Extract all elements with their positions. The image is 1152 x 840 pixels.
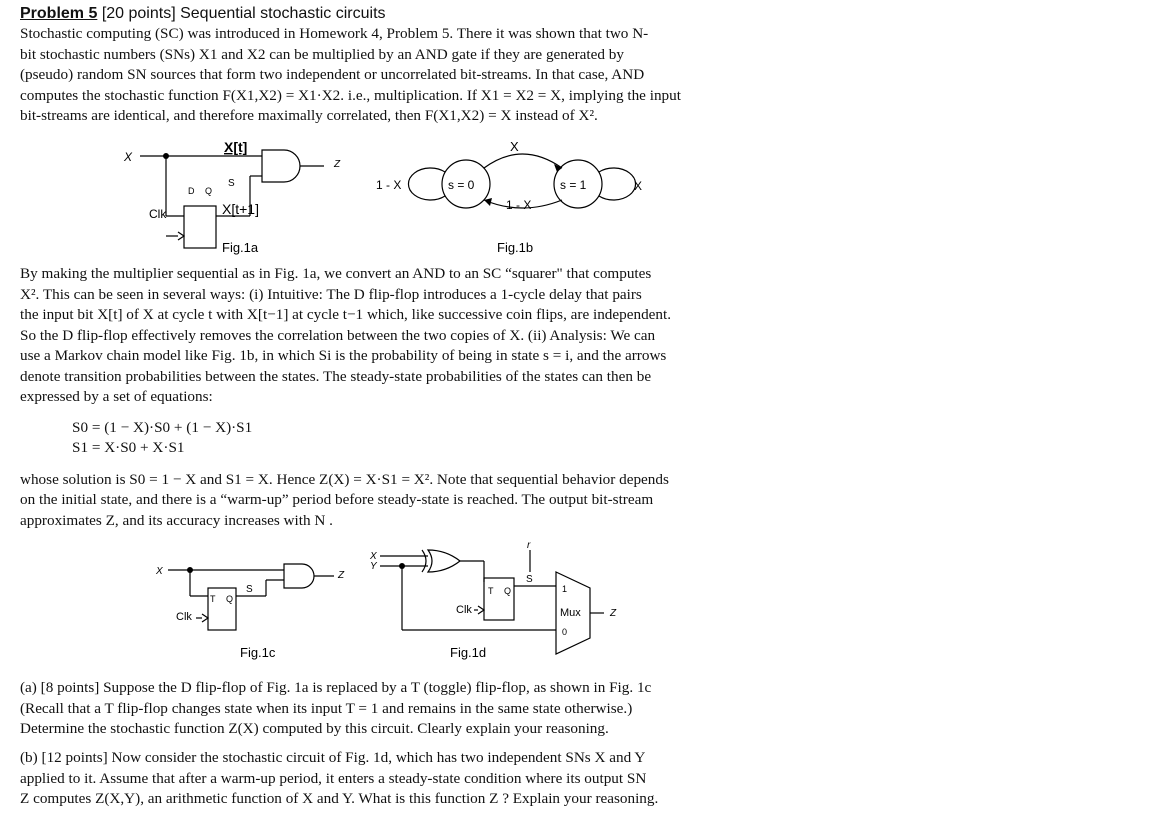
body-line: the input bit X[t] of X at cycle t with X[t−1] at cycle t−1 which, like successive coin flips, are independent. <box>20 306 672 323</box>
problem-header <box>20 4 760 24</box>
body-line: So the D flip-flop effectively removes the correlation between the two copies of X. (ii) Analysis: We can <box>20 326 656 344</box>
fig1a-output-z: Z <box>334 159 341 170</box>
fig1b-right-loop: X <box>634 179 643 193</box>
fig1c-output-z: Z <box>338 570 345 581</box>
part-a-line: Determine the stochastic function Z(X) computed by this circuit. Clearly explain your reasoning. <box>20 720 609 737</box>
problem-topic: Sequential stochastic circuits <box>180 5 386 22</box>
intro-line: (pseudo) random SN sources that form two independent or uncorrelated bit-streams. In that case, AND <box>20 66 645 83</box>
fig1d-mux-in0: 0 <box>562 627 568 637</box>
t-flipflop-1d <box>484 578 514 620</box>
intro-line: computes the stochastic function F(X1,X2) = X1·X2. i.e., multiplication. If X1 = X2 = X, implying the input <box>20 86 681 104</box>
and-gate <box>262 150 300 182</box>
fig1d-mux-in1: 1 <box>562 584 568 594</box>
self-loop-state-0 <box>408 168 445 200</box>
fig1c-label-t: T <box>210 594 216 604</box>
body-line: whose solution is S0 = 1 − X and S1 = X. Hence Z(X) = X·S1 = X². Note that sequential behavior depends <box>20 470 669 488</box>
fig1d-mux-label: Mux <box>560 607 581 619</box>
fig1b-state0: s = 0 <box>448 178 475 192</box>
fig1c-input-x: X <box>156 566 163 577</box>
body-line: approximates Z, and its accuracy increases with N . <box>20 511 333 529</box>
body-section <box>20 264 760 531</box>
problem-points: [20 points] <box>101 5 176 22</box>
part-a <box>20 678 760 740</box>
fig1d-input-x: X <box>370 551 377 562</box>
fig1c-caption: Fig.1c <box>240 645 276 660</box>
part-a-line: (Recall that a T flip-flop changes state when its input T = 1 and remains in the same state otherwise.) <box>20 699 633 717</box>
fig1c-label-q: Q <box>226 594 234 604</box>
fig1a-input-x: X <box>124 150 133 164</box>
fig1b-state1: s = 1 <box>560 178 587 192</box>
body-line: expressed by a set of equations: <box>20 388 213 405</box>
fig1b-left-loop: 1 - X <box>376 178 402 192</box>
fig1a-label-s: S <box>228 178 235 189</box>
body-line: use a Markov chain model like Fig. 1b, in which Si is the probability of being in state s = i, and the arrows <box>20 347 667 364</box>
fig1a-label-clk: Clk <box>149 207 167 221</box>
figure-1a-1b <box>0 128 760 263</box>
fig1d-input-y: Y <box>370 561 377 572</box>
part-b-line: Z computes Z(X,Y), an arithmetic function of X and Y. What is this function Z ? Explain your reasoning. <box>20 790 659 807</box>
equation-line: S1 = X·S0 + X·S1 <box>72 438 185 456</box>
fig1d-label-t: T <box>488 586 494 596</box>
figure-1c-1d <box>0 536 760 666</box>
fig1a-label-q: Q <box>205 186 213 196</box>
body-line: on the initial state, and there is a “warm-up” period before steady-state is reached. The output bit-stream <box>20 491 654 508</box>
fig1d-label-s: S <box>526 574 533 585</box>
fig1c-label-clk: Clk <box>176 611 192 623</box>
part-b <box>20 748 760 810</box>
fig1c-label-s: S <box>246 584 253 595</box>
part-b-line: applied to it. Assume that after a warm-up period, it enters a steady-state condition where its output SN <box>20 769 647 787</box>
fig1b-top-label: X <box>510 139 519 154</box>
body-line: By making the multiplier sequential as in Fig. 1a, we convert an AND to an SC “squarer" that computes <box>20 265 652 282</box>
fig1b-caption: Fig.1b <box>497 240 534 255</box>
self-loop-state-1 <box>599 168 636 200</box>
equation-line: S0 = (1 − X)·S0 + (1 − X)·S1 <box>72 418 253 436</box>
body-line: denote transition probabilities between the states. The steady-state probabilities of the states can then be <box>20 367 652 385</box>
fig1d-output-z: Z <box>610 608 617 619</box>
fig1b-bottom-label: 1 - X <box>506 198 532 212</box>
xor-gate <box>428 550 460 572</box>
fig1d-label-q: Q <box>504 586 512 596</box>
and-gate-1c <box>284 564 314 588</box>
fig1d-label-clk: Clk <box>456 604 472 616</box>
fig1a-caption: Fig.1a <box>222 240 259 255</box>
intro-line: Stochastic computing (SC) was introduced in Homework 4, Problem 5. There it was shown that two N- <box>20 25 649 42</box>
intro-paragraph <box>20 24 760 127</box>
intro-line: bit stochastic numbers (SNs) X1 and X2 can be multiplied by an AND gate if they are generated by <box>20 45 624 63</box>
transition-0-to-1 <box>484 154 562 168</box>
fig1d-caption: Fig.1d <box>450 645 487 660</box>
part-a-line: (a) [8 points] Suppose the D flip-flop of Fig. 1a is replaced by a T (toggle) flip-flop, as shown in Fig. 1c <box>20 679 652 696</box>
intro-line: bit-streams are identical, and therefore maximally correlated, then F(X1,X2) = X instead of X². <box>20 107 598 124</box>
fig1d-label-r: r <box>527 540 531 551</box>
fig1a-label-xt: X[t] <box>224 139 248 155</box>
fig1a-label-d: D <box>188 186 195 196</box>
body-line: X². This can be seen in several ways: (i) Intuitive: The D flip-flop introduces a 1-cycle delay that pairs <box>20 285 642 303</box>
problem-title: Problem 5 <box>20 5 98 22</box>
part-b-line: (b) [12 points] Now consider the stochastic circuit of Fig. 1d, which has two independent SNs X and Y <box>20 749 646 766</box>
fig1a-label-xt1: X[t+1] <box>222 201 259 217</box>
xor-input-curve <box>422 550 426 572</box>
d-flipflop <box>184 206 216 248</box>
